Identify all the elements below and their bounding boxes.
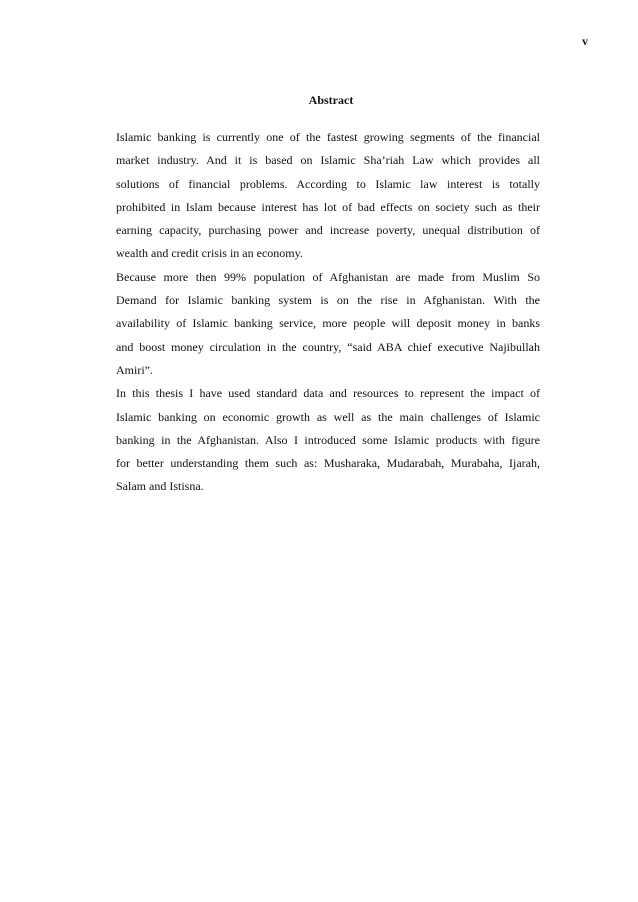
abstract-paragraph-2 <box>116 266 540 382</box>
text-line: Demand for Islamic banking system is on the rise in Afghanistan. With the <box>116 293 540 308</box>
abstract-paragraph-1 <box>116 126 540 266</box>
abstract-paragraph-3 <box>116 382 540 498</box>
text-line: availability of Islamic banking service, more people will deposit money in banks <box>116 316 540 331</box>
text-line: wealth and credit crisis in an economy. <box>116 246 303 261</box>
page-number: v <box>582 34 588 48</box>
text-line: market industry. And it is based on Islamic Sha’riah Law which provides all <box>116 153 540 168</box>
text-line: solutions of financial problems. According to Islamic law interest is totally <box>116 176 540 191</box>
text-line: Islamic banking is currently one of the fastest growing segments of the financial <box>116 130 540 144</box>
text-line: banking in the Afghanistan. Also I introduced some Islamic products with figure <box>116 432 540 447</box>
text-line: earning capacity, purchasing power and increase poverty, unequal distribution of <box>116 223 540 238</box>
text-line: prohibited in Islam because interest has lot of bad effects on society such as their <box>116 199 540 214</box>
text-line: In this thesis I have used standard data and resources to represent the impact of <box>116 386 540 401</box>
text-line: and boost money circulation in the country, “said ABA chief executive Najibullah <box>116 339 540 354</box>
abstract-body <box>116 126 540 499</box>
text-line: Amiri”. <box>116 362 153 377</box>
text-line: for better understanding them such as: Musharaka, Mudarabah, Murabaha, Ijarah, <box>116 456 540 471</box>
text-line: Because more then 99% population of Afghanistan are made from Muslim So <box>116 269 540 284</box>
text-line: Salam and Istisna. <box>116 479 204 494</box>
abstract-title: Abstract <box>308 93 354 107</box>
text-line: Islamic banking on economic growth as well as the main challenges of Islamic <box>116 409 540 424</box>
